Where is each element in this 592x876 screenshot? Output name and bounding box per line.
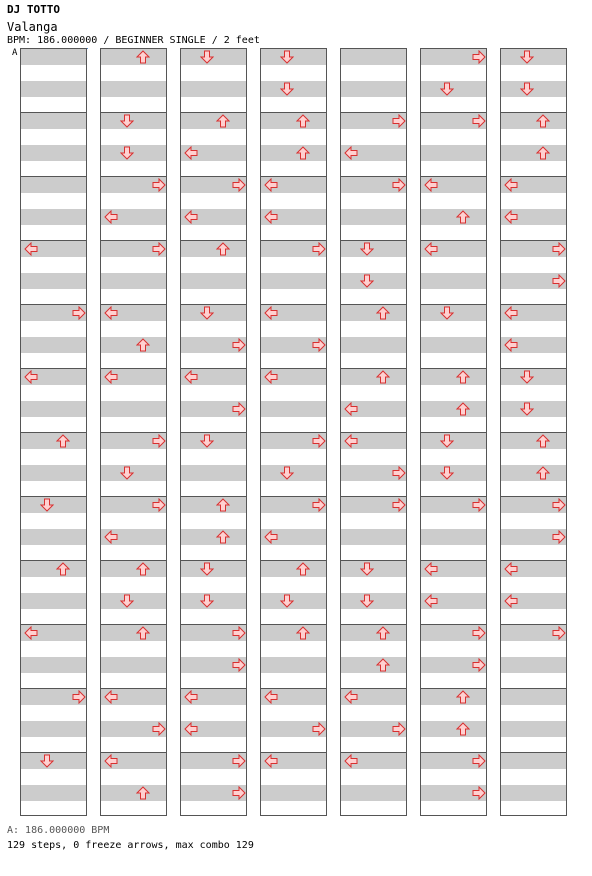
left-arrow-icon: [504, 594, 518, 608]
measure-line: [181, 368, 246, 369]
measure-line: [421, 176, 486, 177]
down-arrow-icon: [520, 50, 534, 64]
left-arrow-icon: [184, 210, 198, 224]
measure-line: [261, 240, 326, 241]
left-arrow-icon: [104, 306, 118, 320]
measure-line: [501, 304, 566, 305]
right-arrow-icon: [312, 434, 326, 448]
measure-line: [261, 496, 326, 497]
measure-line: [181, 432, 246, 433]
up-arrow-icon: [56, 434, 70, 448]
up-arrow-icon: [136, 338, 150, 352]
left-arrow-icon: [104, 210, 118, 224]
measure-line: [421, 240, 486, 241]
left-arrow-icon: [104, 690, 118, 704]
right-arrow-icon: [472, 626, 486, 640]
down-arrow-icon: [520, 402, 534, 416]
right-arrow-icon: [392, 722, 406, 736]
measure-line: [101, 752, 166, 753]
chart-column: [260, 48, 327, 816]
measure-line: [261, 688, 326, 689]
measure-line: [501, 240, 566, 241]
left-arrow-icon: [424, 178, 438, 192]
up-arrow-icon: [216, 114, 230, 128]
measure-line: [341, 560, 406, 561]
measure-line: [21, 432, 86, 433]
right-arrow-icon: [72, 690, 86, 704]
left-arrow-icon: [344, 146, 358, 160]
measure-line: [261, 304, 326, 305]
measure-line: [21, 752, 86, 753]
measure-line: [261, 112, 326, 113]
left-arrow-icon: [264, 370, 278, 384]
measure-line: [181, 240, 246, 241]
up-arrow-icon: [456, 690, 470, 704]
right-arrow-icon: [152, 178, 166, 192]
up-arrow-icon: [216, 242, 230, 256]
right-arrow-icon: [152, 434, 166, 448]
down-arrow-icon: [280, 50, 294, 64]
right-arrow-icon: [472, 754, 486, 768]
measure-line: [421, 112, 486, 113]
chart-column: [100, 48, 167, 816]
right-arrow-icon: [312, 338, 326, 352]
chart-column: [420, 48, 487, 816]
left-arrow-icon: [184, 370, 198, 384]
measure-line: [21, 112, 86, 113]
measure-line: [501, 624, 566, 625]
measure-line: [21, 176, 86, 177]
down-arrow-icon: [200, 50, 214, 64]
down-arrow-icon: [360, 274, 374, 288]
measure-line: [501, 752, 566, 753]
right-arrow-icon: [232, 626, 246, 640]
measure-line: [341, 752, 406, 753]
left-arrow-icon: [264, 690, 278, 704]
measure-line: [101, 304, 166, 305]
left-arrow-icon: [24, 370, 38, 384]
measure-line: [101, 368, 166, 369]
down-arrow-icon: [440, 306, 454, 320]
right-arrow-icon: [152, 722, 166, 736]
chart-column: [20, 48, 87, 816]
up-arrow-icon: [216, 530, 230, 544]
right-arrow-icon: [232, 786, 246, 800]
left-arrow-icon: [344, 434, 358, 448]
right-arrow-icon: [392, 466, 406, 480]
measure-line: [181, 112, 246, 113]
left-arrow-icon: [424, 562, 438, 576]
measure-line: [421, 496, 486, 497]
down-arrow-icon: [440, 466, 454, 480]
right-arrow-icon: [152, 242, 166, 256]
up-arrow-icon: [536, 146, 550, 160]
left-arrow-icon: [264, 306, 278, 320]
measure-line: [501, 496, 566, 497]
right-arrow-icon: [232, 338, 246, 352]
left-arrow-icon: [104, 530, 118, 544]
down-arrow-icon: [200, 562, 214, 576]
up-arrow-icon: [136, 50, 150, 64]
measure-line: [21, 560, 86, 561]
chart-column: [500, 48, 567, 816]
right-arrow-icon: [552, 242, 566, 256]
down-arrow-icon: [360, 562, 374, 576]
right-arrow-icon: [552, 498, 566, 512]
down-arrow-icon: [200, 434, 214, 448]
up-arrow-icon: [136, 562, 150, 576]
left-arrow-icon: [504, 210, 518, 224]
left-arrow-icon: [264, 754, 278, 768]
measure-line: [501, 560, 566, 561]
down-arrow-icon: [440, 434, 454, 448]
measure-line: [261, 752, 326, 753]
measure-line: [101, 240, 166, 241]
measure-line: [501, 112, 566, 113]
measure-line: [261, 176, 326, 177]
left-arrow-icon: [504, 178, 518, 192]
measure-line: [261, 368, 326, 369]
measure-line: [341, 304, 406, 305]
right-arrow-icon: [552, 274, 566, 288]
right-arrow-icon: [392, 178, 406, 192]
artist-name: DJ TOTTO: [7, 3, 60, 16]
left-arrow-icon: [344, 754, 358, 768]
down-arrow-icon: [440, 82, 454, 96]
measure-line: [21, 304, 86, 305]
measure-line: [421, 560, 486, 561]
down-arrow-icon: [40, 498, 54, 512]
measure-line: [421, 752, 486, 753]
measure-line: [501, 688, 566, 689]
bpm-legend: A: 186.000000 BPM: [7, 825, 110, 836]
measure-line: [341, 496, 406, 497]
measure-line: [421, 432, 486, 433]
measure-line: [501, 368, 566, 369]
measure-line: [101, 560, 166, 561]
left-arrow-icon: [104, 754, 118, 768]
right-arrow-icon: [472, 786, 486, 800]
right-arrow-icon: [312, 498, 326, 512]
up-arrow-icon: [456, 210, 470, 224]
down-arrow-icon: [120, 146, 134, 160]
down-arrow-icon: [520, 370, 534, 384]
up-arrow-icon: [536, 466, 550, 480]
up-arrow-icon: [296, 562, 310, 576]
up-arrow-icon: [296, 626, 310, 640]
right-arrow-icon: [232, 402, 246, 416]
right-arrow-icon: [312, 242, 326, 256]
measure-line: [21, 496, 86, 497]
measure-line: [261, 624, 326, 625]
up-arrow-icon: [456, 370, 470, 384]
up-arrow-icon: [216, 498, 230, 512]
chart-column: [180, 48, 247, 816]
measure-line: [181, 688, 246, 689]
left-arrow-icon: [504, 562, 518, 576]
left-arrow-icon: [264, 210, 278, 224]
right-arrow-icon: [472, 114, 486, 128]
left-arrow-icon: [264, 178, 278, 192]
down-arrow-icon: [360, 242, 374, 256]
left-arrow-icon: [424, 594, 438, 608]
right-arrow-icon: [232, 658, 246, 672]
right-arrow-icon: [232, 754, 246, 768]
left-arrow-icon: [344, 402, 358, 416]
step-stats: 129 steps, 0 freeze arrows, max combo 129: [7, 840, 254, 851]
right-arrow-icon: [552, 626, 566, 640]
measure-line: [101, 112, 166, 113]
down-arrow-icon: [280, 82, 294, 96]
left-arrow-icon: [504, 306, 518, 320]
left-arrow-icon: [264, 530, 278, 544]
right-arrow-icon: [152, 498, 166, 512]
measure-line: [341, 176, 406, 177]
up-arrow-icon: [536, 114, 550, 128]
measure-line: [21, 368, 86, 369]
right-arrow-icon: [392, 498, 406, 512]
measure-line: [261, 560, 326, 561]
measure-line: [421, 688, 486, 689]
song-title: Valanga: [7, 20, 58, 34]
measure-line: [341, 688, 406, 689]
right-arrow-icon: [472, 498, 486, 512]
measure-line: [101, 688, 166, 689]
right-arrow-icon: [552, 530, 566, 544]
up-arrow-icon: [136, 626, 150, 640]
left-arrow-icon: [104, 370, 118, 384]
measure-line: [181, 752, 246, 753]
measure-line: [101, 496, 166, 497]
up-arrow-icon: [56, 562, 70, 576]
right-arrow-icon: [72, 306, 86, 320]
measure-line: [341, 624, 406, 625]
up-arrow-icon: [456, 722, 470, 736]
measure-line: [341, 432, 406, 433]
up-arrow-icon: [296, 114, 310, 128]
chart-info: BPM: 186.000000 / BEGINNER SINGLE / 2 feet: [7, 35, 260, 46]
up-arrow-icon: [376, 306, 390, 320]
measure-line: [341, 112, 406, 113]
chart-column: [340, 48, 407, 816]
right-arrow-icon: [312, 722, 326, 736]
up-arrow-icon: [536, 434, 550, 448]
down-arrow-icon: [200, 594, 214, 608]
measure-line: [501, 432, 566, 433]
left-arrow-icon: [504, 338, 518, 352]
measure-line: [21, 624, 86, 625]
down-arrow-icon: [280, 594, 294, 608]
measure-line: [501, 176, 566, 177]
measure-line: [101, 432, 166, 433]
right-arrow-icon: [472, 50, 486, 64]
left-arrow-icon: [184, 146, 198, 160]
left-arrow-icon: [184, 722, 198, 736]
right-arrow-icon: [472, 658, 486, 672]
left-arrow-icon: [344, 690, 358, 704]
down-arrow-icon: [360, 594, 374, 608]
right-arrow-icon: [392, 114, 406, 128]
down-arrow-icon: [120, 114, 134, 128]
measure-line: [21, 240, 86, 241]
up-arrow-icon: [296, 146, 310, 160]
left-arrow-icon: [184, 690, 198, 704]
left-arrow-icon: [24, 242, 38, 256]
measure-line: [421, 624, 486, 625]
measure-line: [181, 176, 246, 177]
measure-line: [341, 240, 406, 241]
bpm-marker-label: A: [12, 48, 18, 58]
left-arrow-icon: [424, 242, 438, 256]
measure-line: [181, 624, 246, 625]
down-arrow-icon: [200, 306, 214, 320]
down-arrow-icon: [120, 594, 134, 608]
up-arrow-icon: [456, 402, 470, 416]
measure-line: [181, 560, 246, 561]
down-arrow-icon: [280, 466, 294, 480]
up-arrow-icon: [136, 786, 150, 800]
measure-line: [341, 368, 406, 369]
down-arrow-icon: [120, 466, 134, 480]
right-arrow-icon: [232, 178, 246, 192]
measure-line: [101, 176, 166, 177]
measure-line: [261, 432, 326, 433]
up-arrow-icon: [376, 370, 390, 384]
up-arrow-icon: [376, 658, 390, 672]
measure-line: [101, 624, 166, 625]
measure-line: [421, 368, 486, 369]
up-arrow-icon: [376, 626, 390, 640]
left-arrow-icon: [24, 626, 38, 640]
measure-line: [181, 496, 246, 497]
down-arrow-icon: [40, 754, 54, 768]
down-arrow-icon: [520, 82, 534, 96]
measure-line: [181, 304, 246, 305]
measure-line: [21, 688, 86, 689]
measure-line: [421, 304, 486, 305]
